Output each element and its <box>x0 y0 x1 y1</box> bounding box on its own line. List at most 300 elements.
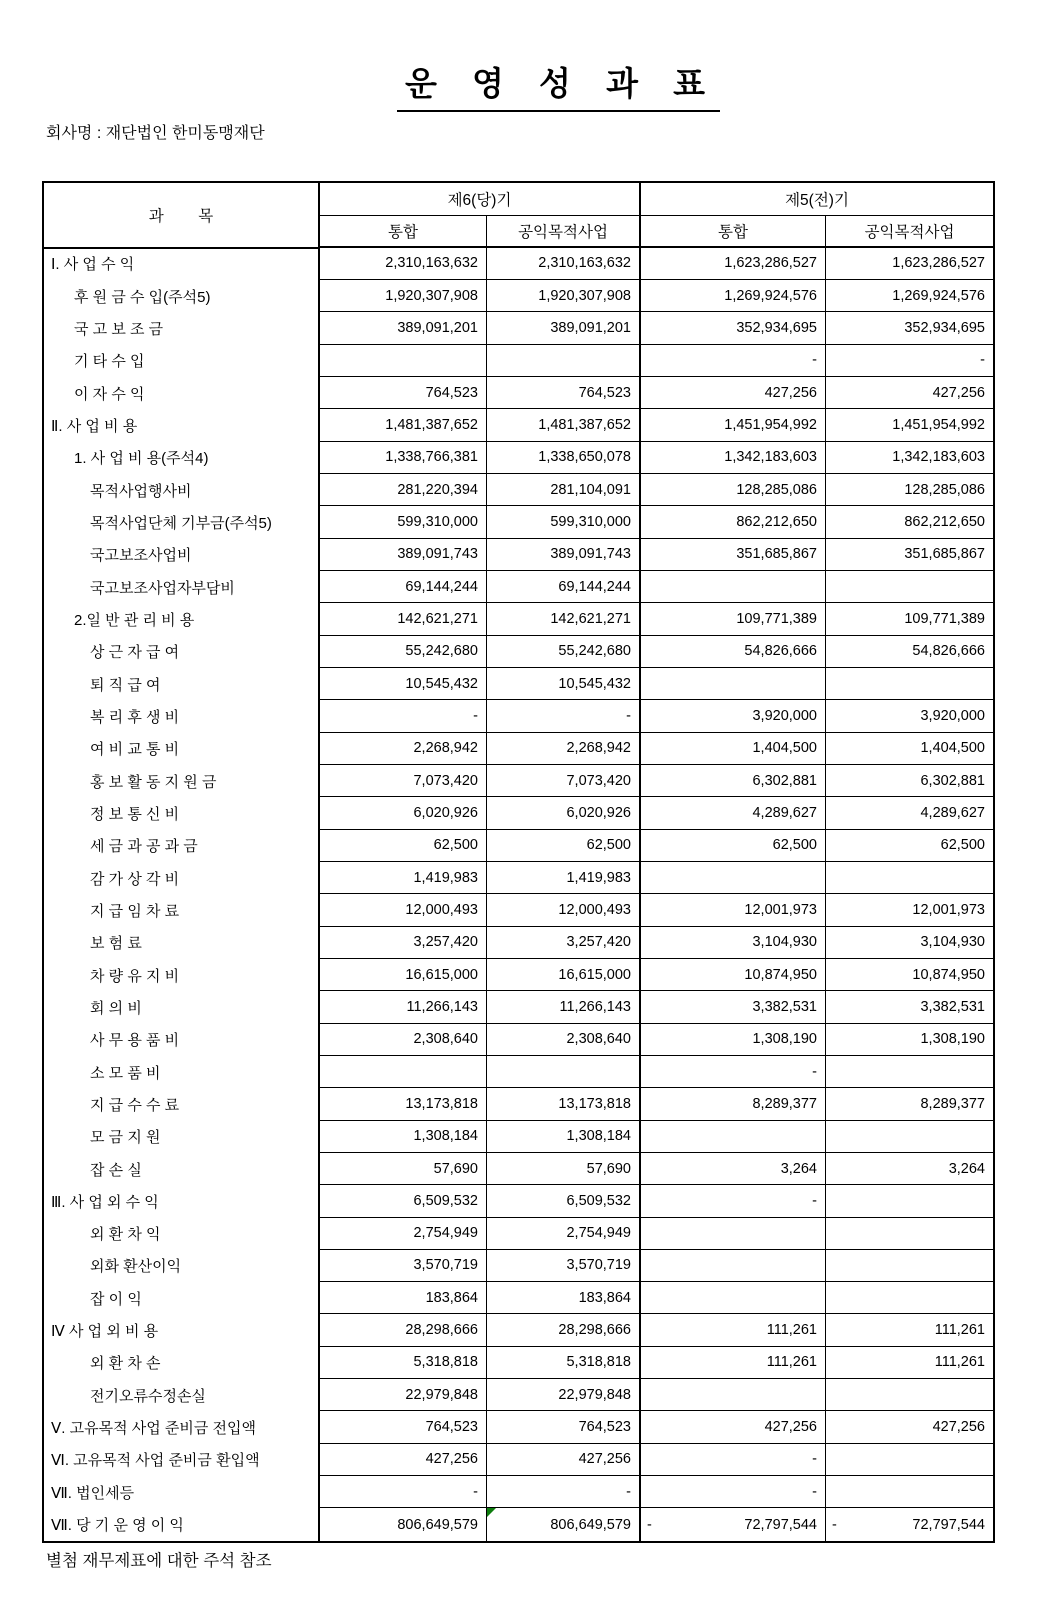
cell-value: 352,934,695 <box>904 319 985 336</box>
value-cell <box>641 1347 826 1379</box>
value-cell <box>487 636 641 668</box>
value-cell <box>641 991 826 1023</box>
account-cell: 사 무 용 품 비 <box>44 1024 320 1056</box>
cell-value: 3,570,719 <box>566 1257 631 1274</box>
cell-value: 7,073,420 <box>566 772 631 789</box>
value-cell <box>320 894 487 926</box>
cell-value: 1,404,500 <box>752 740 817 757</box>
account-cell: 지 급 수 수 료 <box>44 1088 320 1120</box>
value-cell <box>826 830 993 862</box>
cell-value: 16,615,000 <box>558 966 631 983</box>
value-cell <box>826 700 993 732</box>
value-cell <box>641 1218 826 1250</box>
value-cell <box>320 280 487 312</box>
cell-value: 111,261 <box>766 1354 817 1371</box>
value-cell <box>826 1314 993 1346</box>
account-cell: 홍 보 활 동 지 원 금 <box>44 765 320 797</box>
value-cell <box>320 1250 487 1282</box>
page-title: 운 영 성 과 표 <box>397 58 720 112</box>
value-cell <box>487 1508 641 1540</box>
value-cell <box>641 345 826 377</box>
cell-value: 1,342,183,603 <box>724 449 817 466</box>
value-cell <box>320 345 487 377</box>
value-cell <box>641 1508 826 1540</box>
value-cell <box>641 474 826 506</box>
value-cell <box>641 1379 826 1411</box>
value-cell <box>320 409 487 441</box>
cell-value: 1,419,983 <box>566 869 631 886</box>
value-cell <box>487 409 641 441</box>
value-cell <box>641 862 826 894</box>
value-cell <box>826 668 993 700</box>
value-cell <box>826 927 993 959</box>
cell-value: 4,289,627 <box>920 804 985 821</box>
cell-value: 6,302,881 <box>920 772 985 789</box>
value-cell <box>641 830 826 862</box>
value-cell <box>487 377 641 409</box>
value-cell <box>487 1444 641 1476</box>
account-cell: 잡 손 실 <box>44 1153 320 1185</box>
account-cell: 보 험 료 <box>44 927 320 959</box>
value-cell <box>641 894 826 926</box>
value-cell <box>487 506 641 538</box>
cell-value: - <box>473 707 478 724</box>
cell-value: 111,261 <box>934 1322 985 1339</box>
cell-value: 109,771,389 <box>736 610 817 627</box>
cell-value: 10,874,950 <box>744 966 817 983</box>
account-cell: 회 의 비 <box>44 991 320 1023</box>
cell-value: 69,144,244 <box>558 578 631 595</box>
cell-value: 3,104,930 <box>920 934 985 951</box>
account-cell: Ⅴ. 고유목적 사업 준비금 전입액 <box>44 1411 320 1443</box>
cell-value: 2,310,163,632 <box>538 255 631 272</box>
value-cell <box>826 603 993 635</box>
cell-value: 8,289,377 <box>920 1095 985 1112</box>
value-cell <box>320 1088 487 1120</box>
value-cell <box>641 797 826 829</box>
cell-value: 6,509,532 <box>413 1192 478 1209</box>
value-cell <box>641 1088 826 1120</box>
cell-value: 22,979,848 <box>405 1386 478 1403</box>
cell-value: 142,621,271 <box>550 610 631 627</box>
value-cell <box>487 1379 641 1411</box>
cell-value: 57,690 <box>586 1160 631 1177</box>
account-cell: 모 금 지 원 <box>44 1121 320 1153</box>
cell-value: 1,451,954,992 <box>724 416 817 433</box>
account-cell: Ⅵ. 고유목적 사업 준비금 환입액 <box>44 1444 320 1476</box>
value-cell <box>826 1024 993 1056</box>
value-cell <box>826 1250 993 1282</box>
cell-value: 1,308,184 <box>566 1128 631 1145</box>
cell-value: 6,020,926 <box>413 804 478 821</box>
value-cell <box>826 474 993 506</box>
cell-value: 2,268,942 <box>413 740 478 757</box>
cell-value: 351,685,867 <box>904 546 985 563</box>
value-cell <box>641 1476 826 1508</box>
cell-value: 427,256 <box>425 1451 478 1468</box>
value-cell <box>826 1088 993 1120</box>
cell-value: 1,623,286,527 <box>892 255 985 272</box>
value-cell <box>487 1056 641 1088</box>
account-cell: Ⅳ 사 업 외 비 용 <box>44 1314 320 1346</box>
account-cell: 2.일 반 관 리 비 용 <box>44 603 320 635</box>
cell-value: - <box>812 1063 817 1080</box>
value-cell <box>826 345 993 377</box>
value-cell <box>320 377 487 409</box>
cell-value: - <box>812 1192 817 1209</box>
header-account: 과 목 <box>44 183 320 249</box>
cell-value: 389,091,201 <box>397 319 478 336</box>
account-cell: 전기오류수정손실 <box>44 1379 320 1411</box>
account-cell: Ⅶ. 당 기 운 영 이 익 <box>44 1508 320 1540</box>
value-cell <box>320 442 487 474</box>
value-cell <box>487 1476 641 1508</box>
value-cell <box>487 1088 641 1120</box>
account-cell: 복 리 후 생 비 <box>44 700 320 732</box>
cell-value: 5,318,818 <box>413 1354 478 1371</box>
value-cell <box>320 862 487 894</box>
value-cell <box>487 991 641 1023</box>
value-cell <box>641 539 826 571</box>
value-cell <box>320 733 487 765</box>
value-cell <box>641 1282 826 1314</box>
cell-value: 12,001,973 <box>744 901 817 918</box>
value-cell <box>487 1121 641 1153</box>
value-cell <box>320 927 487 959</box>
statement-table <box>42 181 995 1543</box>
value-cell <box>320 1476 487 1508</box>
cell-value: 72,797,544 <box>744 1516 817 1533</box>
account-cell: 국고보조사업비 <box>44 539 320 571</box>
value-cell <box>487 894 641 926</box>
cell-value: 62,500 <box>940 837 985 854</box>
account-cell: Ⅱ. 사 업 비 용 <box>44 409 320 441</box>
value-cell <box>641 603 826 635</box>
cell-value: 55,242,680 <box>558 643 631 660</box>
value-cell <box>641 1444 826 1476</box>
value-cell <box>826 733 993 765</box>
cell-value: 55,242,680 <box>405 643 478 660</box>
header-sub-current-public: 공익목적사업 <box>487 215 641 248</box>
cell-value: 13,173,818 <box>558 1095 631 1112</box>
cell-value: 28,298,666 <box>405 1322 478 1339</box>
cell-value: 54,826,666 <box>912 643 985 660</box>
value-cell <box>641 733 826 765</box>
value-cell <box>320 1314 487 1346</box>
value-cell <box>320 1024 487 1056</box>
value-cell <box>641 1411 826 1443</box>
company-name: 회사명 : 재단법인 한미동맹재단 <box>46 125 265 142</box>
cell-value: 862,212,650 <box>736 513 817 530</box>
account-cell: 후 원 금 수 입(주석5) <box>44 280 320 312</box>
cell-value: 128,285,086 <box>904 481 985 498</box>
cell-value: 3,257,420 <box>566 934 631 951</box>
value-cell <box>826 1153 993 1185</box>
value-cell <box>641 765 826 797</box>
cell-value: 3,570,719 <box>413 1257 478 1274</box>
value-cell <box>487 765 641 797</box>
cell-value: 3,257,420 <box>413 934 478 951</box>
cell-value: 12,000,493 <box>558 901 631 918</box>
value-cell <box>320 1121 487 1153</box>
cell-value: 2,268,942 <box>566 740 631 757</box>
cell-value: 10,874,950 <box>912 966 985 983</box>
cell-value: 12,000,493 <box>405 901 478 918</box>
value-cell <box>487 959 641 991</box>
cell-value: 62,500 <box>433 837 478 854</box>
value-cell <box>826 571 993 603</box>
account-cell: 기 타 수 입 <box>44 345 320 377</box>
cell-value: 72,797,544 <box>912 1516 985 1533</box>
account-cell: 여 비 교 통 비 <box>44 733 320 765</box>
value-cell <box>320 797 487 829</box>
cell-value: 12,001,973 <box>912 901 985 918</box>
cell-value: 3,264 <box>780 1160 817 1177</box>
value-cell <box>641 1314 826 1346</box>
value-cell <box>641 636 826 668</box>
cell-value: 1,308,190 <box>920 1031 985 1048</box>
cell-value: 427,256 <box>578 1451 631 1468</box>
account-cell: 국 고 보 조 금 <box>44 312 320 344</box>
cell-value: - <box>626 1483 631 1500</box>
value-cell <box>320 506 487 538</box>
value-cell <box>641 506 826 538</box>
value-cell <box>826 377 993 409</box>
value-cell <box>487 1185 641 1217</box>
cell-value: 7,073,420 <box>413 772 478 789</box>
cell-value: 69,144,244 <box>405 578 478 595</box>
title-wrap <box>0 58 1037 112</box>
cell-value: 1,623,286,527 <box>724 255 817 272</box>
value-cell <box>826 1282 993 1314</box>
value-cell <box>826 1411 993 1443</box>
value-cell <box>320 603 487 635</box>
value-cell <box>826 1379 993 1411</box>
value-cell <box>487 603 641 635</box>
value-cell <box>487 312 641 344</box>
value-cell <box>320 1282 487 1314</box>
value-cell <box>487 474 641 506</box>
account-cell: 감 가 상 각 비 <box>44 862 320 894</box>
value-cell <box>487 571 641 603</box>
value-cell <box>487 862 641 894</box>
cell-value: 389,091,743 <box>550 546 631 563</box>
account-cell: 목적사업행사비 <box>44 474 320 506</box>
cell-value: 806,649,579 <box>397 1516 478 1533</box>
cell-value: 28,298,666 <box>558 1322 631 1339</box>
cell-value: 1,419,983 <box>413 869 478 886</box>
value-cell <box>641 1185 826 1217</box>
cell-value: 3,104,930 <box>752 934 817 951</box>
value-cell <box>320 474 487 506</box>
account-cell: 정 보 통 신 비 <box>44 797 320 829</box>
cell-value: 6,509,532 <box>566 1192 631 1209</box>
value-cell <box>487 1282 641 1314</box>
value-cell <box>641 1024 826 1056</box>
value-cell <box>487 927 641 959</box>
value-cell <box>641 1056 826 1088</box>
cell-value: 1,308,190 <box>752 1031 817 1048</box>
header-period-prior: 제5(전)기 <box>641 183 993 216</box>
cell-value: 111,261 <box>934 1354 985 1371</box>
value-cell <box>487 1314 641 1346</box>
cell-value: - <box>980 352 985 369</box>
value-cell <box>320 1153 487 1185</box>
value-cell <box>320 1056 487 1088</box>
value-cell <box>641 700 826 732</box>
negative-sign: - <box>647 1516 652 1533</box>
value-cell <box>487 1218 641 1250</box>
cell-value: - <box>812 1451 817 1468</box>
cell-value: 128,285,086 <box>736 481 817 498</box>
value-cell <box>320 1379 487 1411</box>
cell-value: 1,920,307,908 <box>385 287 478 304</box>
value-cell <box>487 1250 641 1282</box>
account-cell: 목적사업단체 기부금(주석5) <box>44 506 320 538</box>
value-cell <box>826 1347 993 1379</box>
value-cell <box>320 668 487 700</box>
value-cell <box>320 312 487 344</box>
cell-value: 1,404,500 <box>920 740 985 757</box>
value-cell <box>320 959 487 991</box>
cell-value: 1,342,183,603 <box>892 449 985 466</box>
cell-value: 57,690 <box>433 1160 478 1177</box>
cell-value: 1,481,387,652 <box>385 416 478 433</box>
cell-value: 6,020,926 <box>566 804 631 821</box>
header-period-current: 제6(당)기 <box>320 183 641 216</box>
cell-value: 389,091,201 <box>550 319 631 336</box>
cell-value: 427,256 <box>932 384 985 401</box>
cell-value: 16,615,000 <box>405 966 478 983</box>
cell-value: 862,212,650 <box>904 513 985 530</box>
value-cell <box>320 1508 487 1540</box>
cell-value: 3,382,531 <box>752 998 817 1015</box>
value-cell <box>826 894 993 926</box>
cell-value: 2,754,949 <box>566 1225 631 1242</box>
header-sub-current-total: 통합 <box>320 215 487 248</box>
account-cell: 세 금 과 공 과 금 <box>44 830 320 862</box>
cell-value: 1,451,954,992 <box>892 416 985 433</box>
cell-value: 764,523 <box>578 384 631 401</box>
value-cell <box>641 1250 826 1282</box>
value-cell <box>487 1024 641 1056</box>
value-cell <box>320 1411 487 1443</box>
cell-value: 2,308,640 <box>566 1031 631 1048</box>
value-cell <box>641 668 826 700</box>
header-sub-prior-public: 공익목적사업 <box>826 215 993 248</box>
value-cell <box>826 312 993 344</box>
cell-value: 22,979,848 <box>558 1386 631 1403</box>
cell-value: 6,302,881 <box>752 772 817 789</box>
cell-value: 427,256 <box>764 384 817 401</box>
cell-value: 1,338,650,078 <box>538 449 631 466</box>
cell-value: 8,289,377 <box>752 1095 817 1112</box>
value-cell <box>320 991 487 1023</box>
value-cell <box>826 991 993 1023</box>
value-cell <box>826 862 993 894</box>
cell-value: 3,920,000 <box>752 707 817 724</box>
cell-value: 427,256 <box>764 1419 817 1436</box>
value-cell <box>826 280 993 312</box>
cell-value: 281,104,091 <box>550 481 631 498</box>
value-cell <box>320 765 487 797</box>
account-cell: 외 환 차 손 <box>44 1347 320 1379</box>
cell-value: - <box>626 707 631 724</box>
value-cell <box>320 571 487 603</box>
header-sub-prior-total: 통합 <box>641 215 826 248</box>
cell-value: 806,649,579 <box>550 1516 631 1533</box>
cell-value: 764,523 <box>425 1419 478 1436</box>
cell-value: 10,545,432 <box>558 675 631 692</box>
account-cell: Ⅲ. 사 업 외 수 익 <box>44 1185 320 1217</box>
value-cell <box>320 539 487 571</box>
value-cell <box>487 1153 641 1185</box>
cell-value: 11,266,143 <box>406 998 478 1015</box>
cell-value: 62,500 <box>586 837 631 854</box>
cell-value: 13,173,818 <box>405 1095 478 1112</box>
account-cell: 잡 이 익 <box>44 1282 320 1314</box>
value-cell <box>320 830 487 862</box>
value-cell <box>641 409 826 441</box>
cell-value: - <box>812 1483 817 1500</box>
value-cell <box>487 700 641 732</box>
value-cell <box>641 1153 826 1185</box>
value-cell <box>826 1476 993 1508</box>
account-cell: 1. 사 업 비 용(주석4) <box>44 442 320 474</box>
footer-note: 별첨 재무제표에 대한 주석 참조 <box>46 1552 272 1570</box>
value-cell <box>320 1218 487 1250</box>
account-cell: 소 모 품 비 <box>44 1056 320 1088</box>
value-cell <box>487 280 641 312</box>
value-cell <box>487 797 641 829</box>
account-cell: 퇴 직 급 여 <box>44 668 320 700</box>
cell-value: 764,523 <box>425 384 478 401</box>
value-cell <box>826 1121 993 1153</box>
value-cell <box>487 668 641 700</box>
account-cell: 국고보조사업자부담비 <box>44 571 320 603</box>
value-cell <box>487 248 641 280</box>
value-cell <box>641 280 826 312</box>
value-cell <box>320 636 487 668</box>
negative-sign: - <box>832 1516 837 1533</box>
account-cell: Ⅶ. 법인세등 <box>44 1476 320 1508</box>
value-cell <box>826 636 993 668</box>
account-cell: 이 자 수 익 <box>44 377 320 409</box>
value-cell <box>320 248 487 280</box>
cell-value: 1,338,766,381 <box>385 449 478 466</box>
value-cell <box>487 539 641 571</box>
cell-value: 3,920,000 <box>920 707 985 724</box>
cell-value: 2,310,163,632 <box>385 255 478 272</box>
value-cell <box>826 1185 993 1217</box>
cell-value: 2,754,949 <box>413 1225 478 1242</box>
account-cell: 상 근 자 급 여 <box>44 636 320 668</box>
cell-value: 109,771,389 <box>904 610 985 627</box>
cell-value: 11,266,143 <box>559 998 631 1015</box>
value-cell <box>320 1185 487 1217</box>
value-cell <box>641 1121 826 1153</box>
cell-value: 54,826,666 <box>744 643 817 660</box>
value-cell <box>826 1218 993 1250</box>
account-cell: 외화 환산이익 <box>44 1250 320 1282</box>
value-cell <box>487 830 641 862</box>
cell-value: 1,920,307,908 <box>538 287 631 304</box>
cell-value: 351,685,867 <box>736 546 817 563</box>
account-cell: 차 량 유 지 비 <box>44 959 320 991</box>
cell-value: 3,264 <box>948 1160 985 1177</box>
value-cell <box>826 248 993 280</box>
cell-value: 111,261 <box>766 1322 817 1339</box>
